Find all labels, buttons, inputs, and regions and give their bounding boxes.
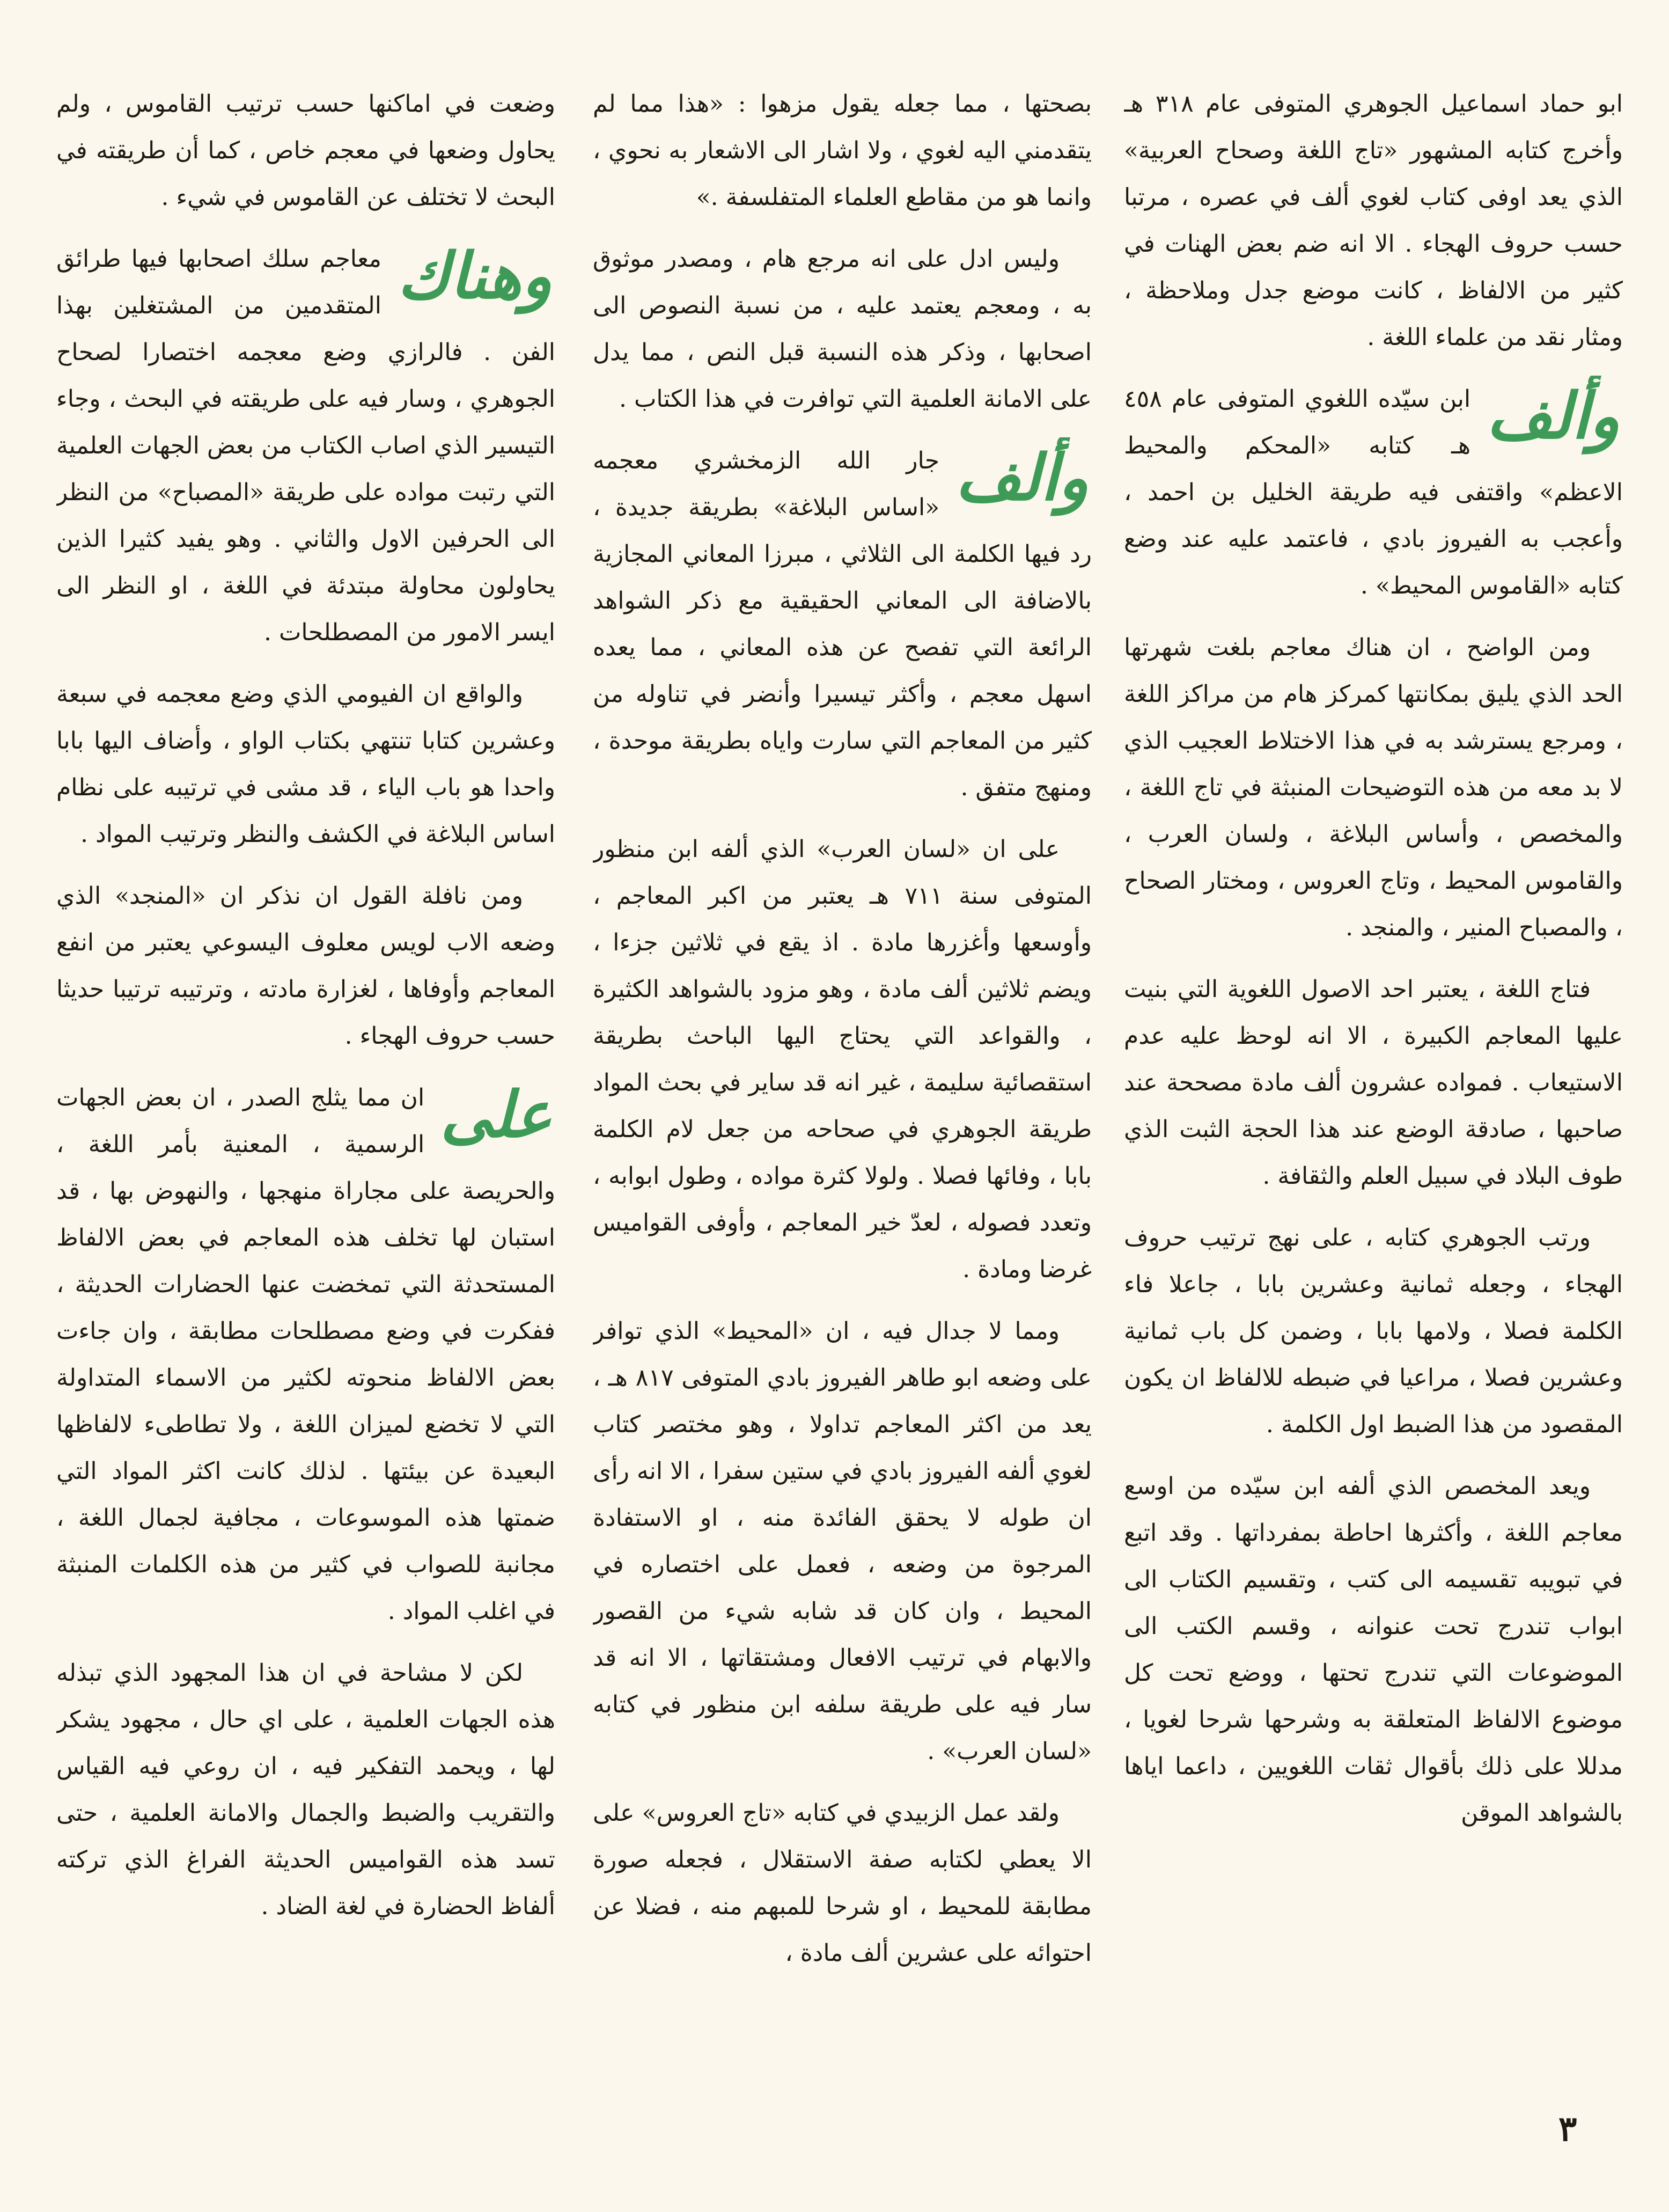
decorative-initial-word: وهناك [397,238,552,313]
paragraph: وضعت في اماكنها حسب ترتيب القاموس ، ولم يحاول وضعها في معجم خاص ، كما أن طريقته في البحث لا تختلف عن القاموس في شيء . [56,90,555,211]
paragraph-text: ابن سيّده اللغوي المتوفى عام ٤٥٨ هـ كتابه «المحكم والمحيط الاعظم» واقتفى فيه طريقة الخليل بن احمد ، وأعجب به الفيروز بادي ، فاعتمد عليه عند وضع كتابه «القاموس المحيط» . [1124,385,1623,599]
paragraph: ومن نافلة القول ان نذكر ان «المنجد» الذي وضعه الاب لويس معلوف اليسوعي يعتبر من انفع المعاجم وأوفاها ، لغزارة مادته ، وترتيبه ترتيبا حديثا حسب حروف الهجاء . [56,882,555,1050]
paragraph: ويعد المخصص الذي ألفه ابن سيّده من اوسع معاجم اللغة ، وأكثرها احاطة بمفرداتها . وقد اتبع في تبويبه تقسيمه الى كتب ، وتقسيم الكتاب الى ابواب تندرج تحت عنوانه ، وقسم الكتب الى الموضوعات التي تندرج تحتها ، ووضع تحت كل موضوع الالفاظ المتعلقة به وشرحها شرحا لغويا ، مدللا على ذلك بأقوال ثقات اللغويين ، داعما اياها بالشواهد الموقن [1124,1473,1623,1827]
decorative-initial-word: وألف [955,440,1089,515]
column-right [1124,80,1623,2077]
decorated-paragraph [56,1074,555,1635]
decorated-paragraph [1124,376,1623,609]
paragraph: على ان «لسان العرب» الذي ألفه ابن منظور المتوفى سنة ٧١١ هـ يعتبر من اكبر المعاجم ، وأوسعها وأغزرها مادة . اذ يقع في ثلاثين جزءا ، ويضم ثلاثين ألف مادة ، وهو مزود بالشواهد الكثيرة ، والقواعد التي يحتاج اليها الباحث بطريقة استقصائية سليمة ، غير انه قد ساير في بحث المواد طريقة الجوهري في صحاحه من جعل لام الكلمة بابا ، وفائها فصلا . ولولا كثرة مواده ، وطول ابوابه ، وتعدد فصوله ، لعدّ خير المعاجم ، وأوفى القواميس غرضا ومادة . [593,836,1092,1283]
column-left [56,80,555,2077]
paragraph-text: معاجم سلك اصحابها فيها طرائق المتقدمين من المشتغلين بهذا الفن . فالرازي وضع معجمه اختصارا لصحاح الجوهري ، وسار فيه على طريقته في البحث ، وجاء التيسير الذي اصاب الكتاب من بعض الجهات العلمية التي رتبت مواده على طريقة «المصباح» من النظر الى الحرفين الاول والثاني . وهو يفيد كثيرا الذين يحاولون محاولة مبتدئة في اللغة ، او النظر الى ايسر الامور من المصطلحات . [56,245,555,646]
paragraph-text: جار الله الزمخشري معجمه «اساس البلاغة» بطريقة جديدة ، رد فيها الكلمة الى الثلاثي ، مبرزا المعاني المجازية بالاضافة الى المعاني الحقيقية مع ذكر الشواهد الرائعة التي تفصح عن هذه المعاني ، مما يعده اسهل معجم ، وأكثر تيسيرا وأنضر في تناوله من كثير من المعاجم التي سارت واياه بطريقة موحدة ، ومنهج متفق . [593,447,1092,801]
decorated-paragraph [593,437,1092,811]
paragraph: ابو حماد اسماعيل الجوهري المتوفى عام ٣١٨ هـ وأخرج كتابه المشهور «تاج اللغة وصحاح العربية» الذي يعد اوفى كتاب لغوي ألف في عصره ، مرتبا حسب حروف الهجاء . الا انه ضم بعض الهنات في كثير من الالفاظ ، كانت موضع جدل وملاحظة ، ومثار نقد من علماء اللغة . [1124,90,1623,351]
paragraph: ومما لا جدال فيه ، ان «المحيط» الذي توافر على وضعه ابو طاهر الفيروز بادي المتوفى ٨١٧ هـ ، يعد من اكثر المعاجم تداولا ، وهو مختصر كتاب لغوي ألفه الفيروز بادي في ستين سفرا ، الا انه رأى ان طوله لا يحقق الفائدة منه ، او الاستفادة المرجوة من وضعه ، فعمل على اختصاره في المحيط ، وان كان قد شابه شيء من القصور والابهام في ترتيب الافعال ومشتقاتها ، الا انه قد سار فيه على طريقة سلفه ابن منظور في كتابه «لسان العرب» . [593,1317,1092,1765]
paragraph: بصحتها ، مما جعله يقول مزهوا : «هذا مما لم يتقدمني اليه لغوي ، ولا اشار الى الاشعار به نحوي ، وانما هو من مقاطع العلماء المتفلسفة .» [593,90,1092,211]
paragraph: والواقع ان الفيومي الذي وضع معجمه في سبعة وعشرين كتابا تنتهي بكتاب الواو ، وأضاف اليها بابا واحدا هو باب الياء ، قد مشى في ترتيبه على نظام اساس البلاغة في الكشف والنظر وترتيب المواد . [56,680,555,848]
page-number: ٣ [1558,2109,1577,2149]
decorative-initial-word: وألف [1487,378,1620,453]
paragraph: فتاج اللغة ، يعتبر احد الاصول اللغوية التي بنيت عليها المعاجم الكبيرة ، الا انه لوحظ عليه عدم الاستيعاب . فمواده عشرون ألف مادة مصححة عند صاحبها ، صادقة الوضع عند هذا الحجة الثبت الذي طوف البلاد في سبيل العلم والثقافة . [1124,976,1623,1190]
column-middle [593,80,1092,2077]
decorated-paragraph [56,236,555,656]
paragraph-text: ان مما يثلج الصدر ، ان بعض الجهات الرسمية ، المعنية بأمر اللغة ، والحريصة على مجاراة منهجها ، والنهوض بها ، قد استبان لها تخلف هذه المعاجم في بعض الالفاظ المستحدثة التي تمخضت عنها الحضارات الحديثة ، ففكرت في وضع مصطلحات مطابقة ، وان جاءت بعض الالفاظ منحوته لكثير من الاسماء المتداولة التي لا تخضع لميزان اللغة ، ولا تطاطىء لالفاظها البعيدة عن بيئتها . لذلك كانت اكثر المواد التي ضمتها هذه الموسوعات ، مجافية لجمال اللغة ، مجانبة للصواب في كثير من هذه الكلمات المنبثة في اغلب المواد . [56,1084,555,1625]
paragraph: ولقد عمل الزبيدي في كتابه «تاج العروس» على الا يعطي لكتابه صفة الاستقلال ، فجعله صورة مطابقة للمحيط ، او شرحا للمبهم منه ، فضلا عن احتوائه على عشرين ألف مادة ، [593,1799,1092,1967]
paragraph: وليس ادل على انه مرجع هام ، ومصدر موثوق به ، ومعجم يعتمد عليه ، من نسبة النصوص الى اصحابها ، وذكر هذه النسبة قبل النص ، مما يدل على الامانة العلمية التي توافرت في هذا الكتاب . [593,245,1092,413]
paragraph: لكن لا مشاحة في ان هذا المجهود الذي تبذله هذه الجهات العلمية ، على اي حال ، مجهود يشكر لها ، ويحمد التفكير فيه ، ان روعي فيه القياس والتقريب والضبط والجمال والامانة العلمية ، حتى تسد هذه القواميس الحديثة الفراغ الذي تركته ألفاظ الحضارة في لغة الضاد . [56,1659,555,1920]
paragraph: ورتب الجوهري كتابه ، على نهج ترتيب حروف الهجاء ، وجعله ثمانية وعشرين بابا ، جاعلا فاء الكلمة فصلا ، ولامها بابا ، وضمن كل باب ثمانية وعشرين فصلا ، مراعيا في ضبطه للالفاظ ان يكون المقصود من هذا الضبط اول الكلمة . [1124,1224,1623,1438]
paragraph: ومن الواضح ، ان هناك معاجم بلغت شهرتها الحد الذي يليق بمكانتها كمركز هام من مراكز اللغة ، ومرجع يسترشد به في هذا الاختلاط العجيب الذي لا بد معه من هذه التوضيحات المنبثة في تاج اللغة ، والمخصص ، وأساس البلاغة ، ولسان العرب ، والقاموس المحيط ، وتاج العروس ، ومختار الصحاح ، والمصباح المنير ، والمنجد . [1124,634,1623,941]
decorative-initial-word: على [440,1077,552,1152]
